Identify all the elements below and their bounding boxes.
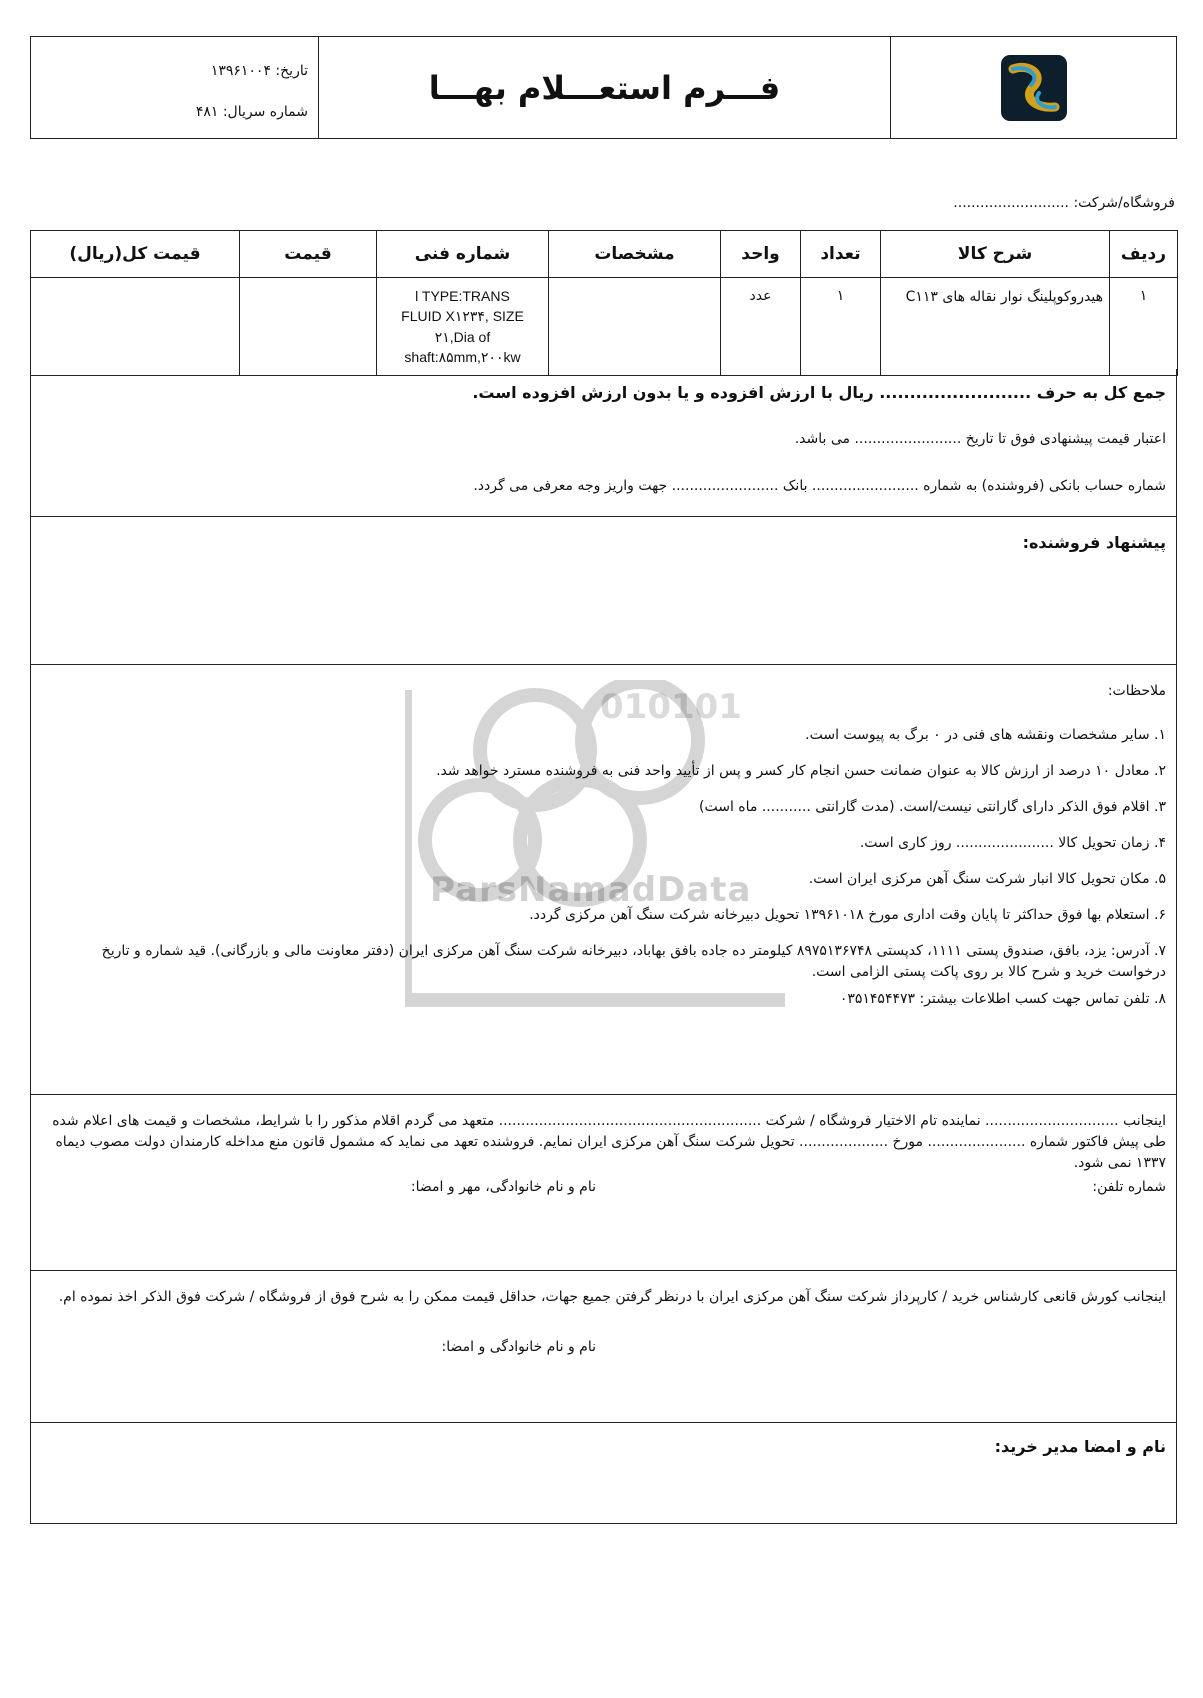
cell-price: [240, 278, 377, 376]
col-header-qty: تعداد: [801, 231, 881, 278]
list-item: ۱. سایر مشخصات ونقشه های فنی در ۰ برگ به پیوست است.: [805, 727, 1166, 743]
total-in-words: جمع کل به حرف ......................... ریال با ارزش افزوده و یا بدون ارزش افزوده است.: [472, 383, 1166, 402]
cell-unit: عدد: [721, 278, 801, 376]
totals-section: [30, 369, 1177, 517]
cell-spec: [549, 278, 721, 376]
serial-line: [31, 92, 308, 133]
col-header-row-no: ردیف: [1110, 231, 1178, 278]
tech-line: FLUID X۱۲۳۴, SIZE: [401, 308, 524, 325]
serial-value: ۴۸۱: [195, 103, 219, 120]
seller-certification-section: [30, 1095, 1177, 1271]
buyer-signature-label: نام و نام خانوادگی و امضا:: [441, 1339, 596, 1355]
certification-text: اینجانب .............................. نماینده تام الاختیار فروشگاه / شرکت ........................................................... متعهد می گردم اقلام مذکور را با شرایط، مشخصات و قیمت های اعلام شده طی پیش فاکتور شماره ...................... مورخ .................... تحویل شرکت سنگ آهن مرکزی ایران نمایم. فروشنده تعهد می نماید که مشمول قانون منع مداخله کارمندان دولت مصوب دیماه ۱۳۳۷ نمی شود.: [52, 1113, 1166, 1171]
tech-line: shaft:۸۵mm,۲۰۰kw: [404, 348, 521, 365]
table-header-row: [31, 231, 1178, 278]
bank-account: شماره حساب بانکی (فروشنده) به شماره ........................ بانک ........................ جهت واریز وجه معرفی می گردد.: [473, 478, 1166, 494]
list-item: ۲. معادل ۱۰ درصد از ارزش کالا به عنوان ضمانت حسن انجام کار کسر و پس از تأیید واحد فنی به فروشنده مسترد خواهد شد.: [436, 763, 1166, 779]
list-item: ۸. تلفن تماس جهت کسب اطلاعات بیشتر: ۰۳۵۱۴۵۴۴۷۳: [839, 991, 1166, 1007]
list-item: ۵. مکان تحویل کالا انبار شرکت سنگ آهن مرکزی ایران است.: [808, 871, 1166, 887]
col-header-unit: واحد: [721, 231, 801, 278]
cell-row-no: ۱: [1110, 278, 1178, 376]
watermark-brand: ParsNamadData: [430, 870, 752, 910]
cell-desc: هیدروکوپلینگ نوار نقاله های C۱۱۳: [881, 278, 1110, 376]
list-item: ۴. زمان تحویل کالا ...................... روز کاری است.: [859, 835, 1166, 851]
seller-signature-label: نام و نام خانوادگی، مهر و امضا:: [410, 1179, 596, 1195]
date-value: ۱۳۹۶۱۰۰۴: [210, 63, 271, 79]
tech-line: l TYPE:TRANS: [415, 288, 510, 304]
manager-signature-label: نام و امضا مدیر خرید:: [994, 1437, 1166, 1456]
table-row: [31, 278, 1178, 376]
company-logo-icon: [999, 53, 1069, 123]
col-header-price: قیمت: [240, 231, 377, 278]
notes-list: [41, 725, 1166, 1025]
col-header-spec: مشخصات: [549, 231, 721, 278]
date-line: [31, 51, 308, 92]
header-meta: [31, 37, 318, 138]
notes-section: [30, 665, 1177, 1095]
price-validity: اعتبار قیمت پیشنهادی فوق تا تاریخ ........................ می باشد.: [794, 431, 1166, 447]
form-header: [30, 36, 1177, 139]
list-item: ۳. اقلام فوق الذکر دارای گارانتی نیست/است. (مدت گارانتی ........... ماه است): [699, 799, 1166, 815]
seller-offer-title: پیشنهاد فروشنده:: [1022, 533, 1166, 552]
serial-label: شماره سریال:: [222, 103, 308, 120]
list-item: ۶. استعلام بها فوق حداکثر تا پایان وقت اداری مورخ ۱۳۹۶۱۰۱۸ تحویل دبیرخانه شرکت سنگ آهن مرکزی گردد.: [529, 907, 1166, 923]
list-item: ۷. آدرس: یزد، بافق، صندوق پستی ۱۱۱۱، کدپستی ۸۹۷۵۱۳۶۷۴۸ کیلومتر ده جاده بافق بهاباد، دبیرخانه شرکت سنگ آهن مرکزی ایران (دفتر معاونت مالی و بازرگانی). قید شماره و تاریخ درخواست خرید و شرح کالا بر روی پاکت پستی الزامی است.: [101, 943, 1166, 980]
buyer-text: اینجانب کورش قانعی کارشناس خرید / کارپرداز شرکت سنگ آهن مرکزی ایران با درنظر گرفتن جمیع جهات، حداقل قیمت ممکن را به شرح فوق از فروشگاه / شرکت فوق الذکر اخذ نموده ام.: [58, 1289, 1166, 1305]
items-table: [30, 230, 1178, 376]
col-header-total: قیمت کل(ریال): [31, 231, 240, 278]
buyer-section: [30, 1271, 1177, 1423]
cell-qty: ۱: [801, 278, 881, 376]
form-title: فـــرم استعـــلام بهـــا: [318, 37, 890, 138]
manager-section: [30, 1423, 1177, 1524]
phone-label: شماره تلفن:: [1092, 1179, 1166, 1195]
col-header-desc: شرح کالا: [881, 231, 1110, 278]
cell-total: [31, 278, 240, 376]
watermark-digits: 010101: [600, 687, 742, 727]
shop-line: فروشگاه/شرکت: ..........................: [953, 195, 1175, 211]
cell-tech-no: [377, 278, 549, 376]
col-header-tech-no: شماره فنی: [377, 231, 549, 278]
logo-cell: [890, 37, 1176, 138]
tech-line: ۲۱,Dia of: [434, 328, 491, 345]
seller-offer-section: [30, 517, 1177, 665]
notes-title: ملاحظات:: [1107, 683, 1166, 699]
date-label: تاریخ:: [275, 63, 308, 79]
